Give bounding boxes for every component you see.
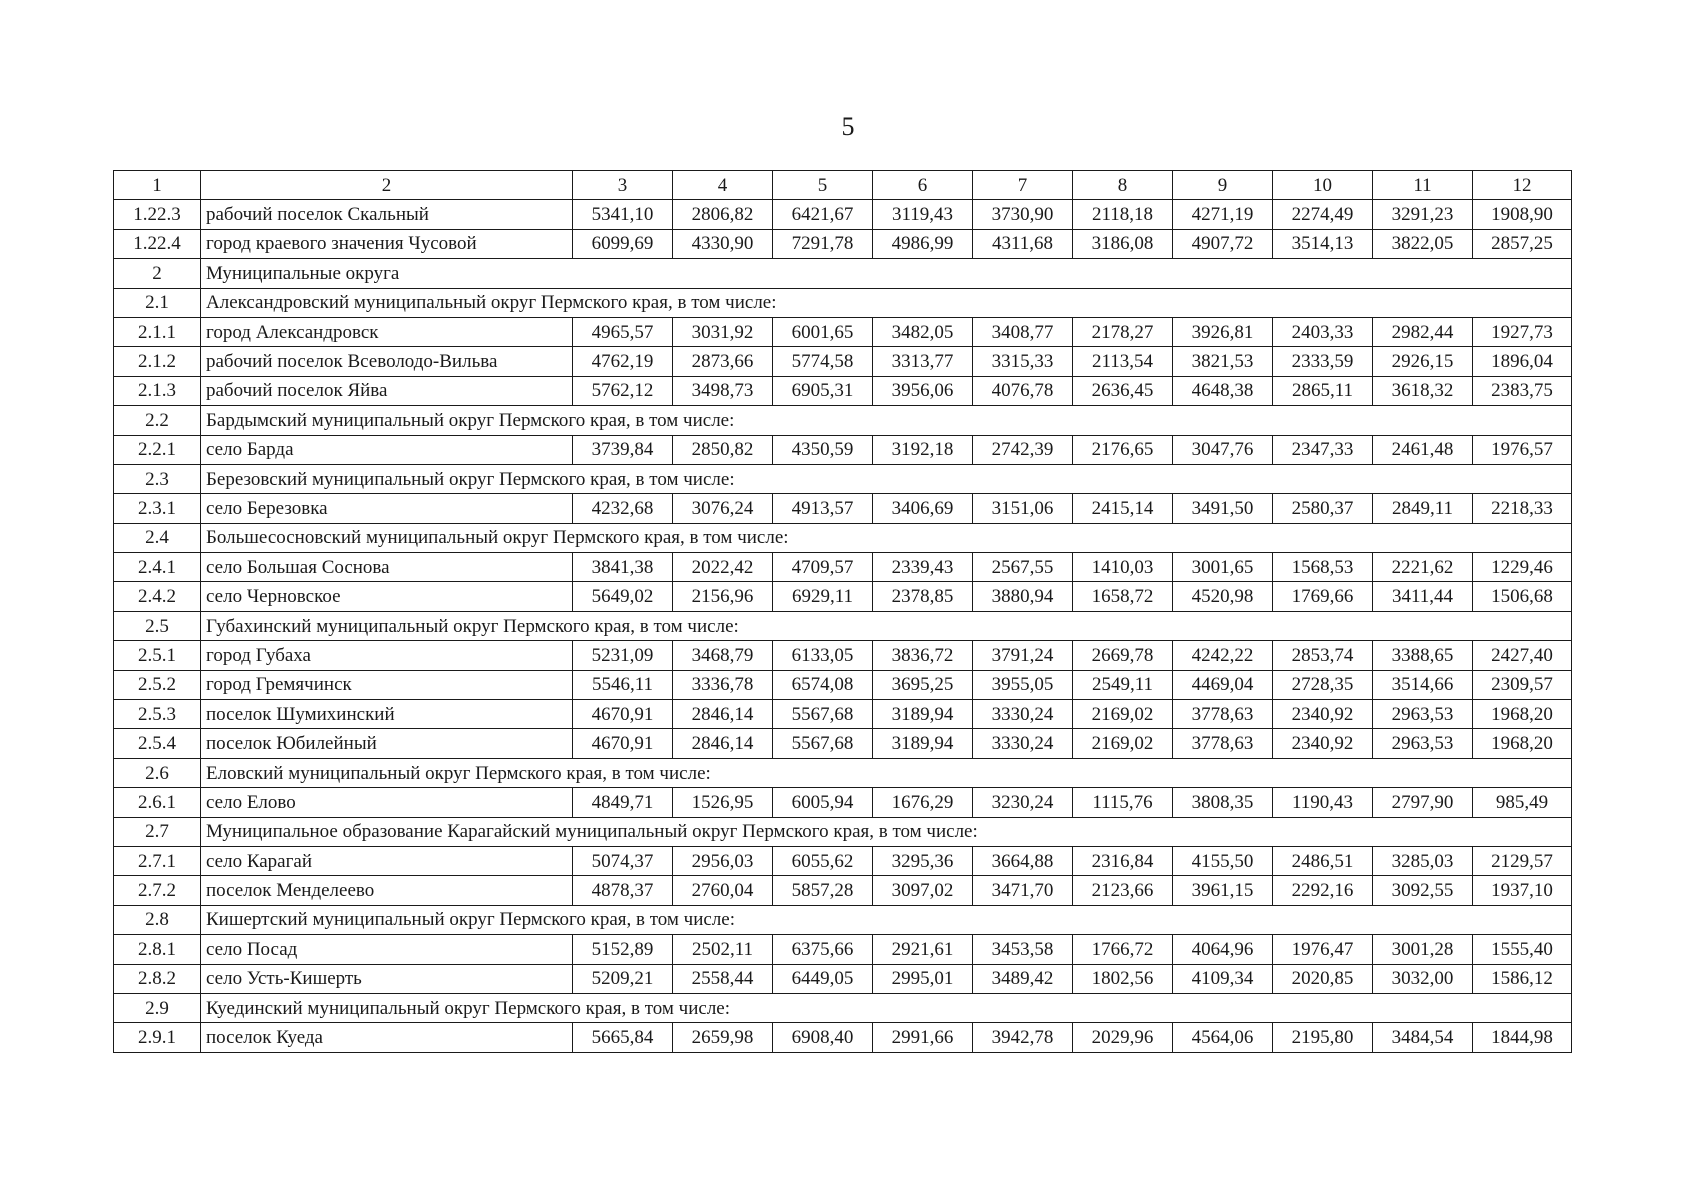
value-cell: 3291,23 bbox=[1373, 200, 1473, 229]
value-cell: 3791,24 bbox=[973, 641, 1073, 670]
value-cell: 4670,91 bbox=[573, 729, 673, 758]
row-code: 2.7 bbox=[114, 817, 201, 846]
value-cell: 2383,75 bbox=[1473, 376, 1572, 405]
settlement-name: город Гремячинск bbox=[201, 670, 573, 699]
table-row bbox=[114, 229, 1572, 258]
settlement-name: рабочий поселок Скальный bbox=[201, 200, 573, 229]
value-cell: 2029,96 bbox=[1073, 1023, 1173, 1052]
value-cell: 2797,90 bbox=[1373, 788, 1473, 817]
value-cell: 2129,57 bbox=[1473, 846, 1572, 875]
value-cell: 3489,42 bbox=[973, 964, 1073, 993]
value-cell: 2502,11 bbox=[673, 935, 773, 964]
group-title: Губахинский муниципальный округ Пермского края, в том числе: bbox=[201, 611, 1572, 640]
value-cell: 2742,39 bbox=[973, 435, 1073, 464]
group-row bbox=[114, 406, 1572, 435]
column-number-cell: 10 bbox=[1273, 171, 1373, 200]
group-title: Березовский муниципальный округ Пермского края, в том числе: bbox=[201, 464, 1572, 493]
value-cell: 2926,15 bbox=[1373, 347, 1473, 376]
value-cell: 1586,12 bbox=[1473, 964, 1572, 993]
group-row bbox=[114, 464, 1572, 493]
group-title: Александровский муниципальный округ Пермского края, в том числе: bbox=[201, 288, 1572, 317]
group-row bbox=[114, 611, 1572, 640]
value-cell: 2022,42 bbox=[673, 553, 773, 582]
row-code: 2.7.1 bbox=[114, 846, 201, 875]
row-code: 1.22.3 bbox=[114, 200, 201, 229]
value-cell: 4155,50 bbox=[1173, 846, 1273, 875]
column-number-row bbox=[114, 171, 1572, 200]
value-cell: 3808,35 bbox=[1173, 788, 1273, 817]
value-cell: 3695,25 bbox=[873, 670, 973, 699]
value-cell: 2728,35 bbox=[1273, 670, 1373, 699]
row-code: 2.6 bbox=[114, 758, 201, 787]
row-code: 2.1 bbox=[114, 288, 201, 317]
value-cell: 4350,59 bbox=[773, 435, 873, 464]
value-cell: 2340,92 bbox=[1273, 700, 1373, 729]
value-cell: 1658,72 bbox=[1073, 582, 1173, 611]
value-cell: 3408,77 bbox=[973, 317, 1073, 346]
value-cell: 5546,11 bbox=[573, 670, 673, 699]
group-title: Куединский муниципальный округ Пермского края, в том числе: bbox=[201, 993, 1572, 1022]
value-cell: 2846,14 bbox=[673, 700, 773, 729]
row-code: 2.1.2 bbox=[114, 347, 201, 376]
table-row bbox=[114, 317, 1572, 346]
value-cell: 2991,66 bbox=[873, 1023, 973, 1052]
tariff-table bbox=[113, 170, 1572, 1053]
group-title: Кишертский муниципальный округ Пермского края, в том числе: bbox=[201, 905, 1572, 934]
value-cell: 5152,89 bbox=[573, 935, 673, 964]
row-code: 2.5.2 bbox=[114, 670, 201, 699]
value-cell: 1526,95 bbox=[673, 788, 773, 817]
row-code: 2.8.2 bbox=[114, 964, 201, 993]
column-number-cell: 9 bbox=[1173, 171, 1273, 200]
value-cell: 2340,92 bbox=[1273, 729, 1373, 758]
value-cell: 3097,02 bbox=[873, 876, 973, 905]
value-cell: 1802,56 bbox=[1073, 964, 1173, 993]
table-row bbox=[114, 553, 1572, 582]
value-cell: 6908,40 bbox=[773, 1023, 873, 1052]
value-cell: 2659,98 bbox=[673, 1023, 773, 1052]
value-cell: 2020,85 bbox=[1273, 964, 1373, 993]
value-cell: 3664,88 bbox=[973, 846, 1073, 875]
value-cell: 5649,02 bbox=[573, 582, 673, 611]
value-cell: 3076,24 bbox=[673, 494, 773, 523]
value-cell: 2982,44 bbox=[1373, 317, 1473, 346]
value-cell: 4907,72 bbox=[1173, 229, 1273, 258]
group-title: Муниципальные округа bbox=[201, 259, 1572, 288]
value-cell: 6005,94 bbox=[773, 788, 873, 817]
value-cell: 1568,53 bbox=[1273, 553, 1373, 582]
value-cell: 4311,68 bbox=[973, 229, 1073, 258]
value-cell: 3514,66 bbox=[1373, 670, 1473, 699]
value-cell: 2169,02 bbox=[1073, 700, 1173, 729]
group-row bbox=[114, 288, 1572, 317]
value-cell: 3388,65 bbox=[1373, 641, 1473, 670]
value-cell: 6449,05 bbox=[773, 964, 873, 993]
group-row bbox=[114, 905, 1572, 934]
value-cell: 3484,54 bbox=[1373, 1023, 1473, 1052]
value-cell: 2853,74 bbox=[1273, 641, 1373, 670]
value-cell: 4232,68 bbox=[573, 494, 673, 523]
settlement-name: рабочий поселок Яйва bbox=[201, 376, 573, 405]
value-cell: 2669,78 bbox=[1073, 641, 1173, 670]
table-row bbox=[114, 788, 1572, 817]
row-code: 2.1.3 bbox=[114, 376, 201, 405]
value-cell: 6055,62 bbox=[773, 846, 873, 875]
value-cell: 3514,13 bbox=[1273, 229, 1373, 258]
value-cell: 2865,11 bbox=[1273, 376, 1373, 405]
row-code: 2.3.1 bbox=[114, 494, 201, 523]
row-code: 2.5.3 bbox=[114, 700, 201, 729]
column-number-cell: 3 bbox=[573, 171, 673, 200]
value-cell: 2995,01 bbox=[873, 964, 973, 993]
value-cell: 1968,20 bbox=[1473, 729, 1572, 758]
value-cell: 5567,68 bbox=[773, 729, 873, 758]
group-row bbox=[114, 758, 1572, 787]
table-row bbox=[114, 582, 1572, 611]
value-cell: 4469,04 bbox=[1173, 670, 1273, 699]
value-cell: 3880,94 bbox=[973, 582, 1073, 611]
value-cell: 1229,46 bbox=[1473, 553, 1572, 582]
table-row bbox=[114, 435, 1572, 464]
value-cell: 3942,78 bbox=[973, 1023, 1073, 1052]
value-cell: 2195,80 bbox=[1273, 1023, 1373, 1052]
value-cell: 3186,08 bbox=[1073, 229, 1173, 258]
value-cell: 3841,38 bbox=[573, 553, 673, 582]
column-number-cell: 6 bbox=[873, 171, 973, 200]
value-cell: 5231,09 bbox=[573, 641, 673, 670]
table-row bbox=[114, 200, 1572, 229]
value-cell: 3482,05 bbox=[873, 317, 973, 346]
value-cell: 4670,91 bbox=[573, 700, 673, 729]
value-cell: 5209,21 bbox=[573, 964, 673, 993]
value-cell: 3092,55 bbox=[1373, 876, 1473, 905]
settlement-name: поселок Менделеево bbox=[201, 876, 573, 905]
row-code: 2.6.1 bbox=[114, 788, 201, 817]
row-code: 2.9.1 bbox=[114, 1023, 201, 1052]
value-cell: 2567,55 bbox=[973, 553, 1073, 582]
value-cell: 1676,29 bbox=[873, 788, 973, 817]
settlement-name: поселок Шумихинский bbox=[201, 700, 573, 729]
value-cell: 1766,72 bbox=[1073, 935, 1173, 964]
value-cell: 2806,82 bbox=[673, 200, 773, 229]
value-cell: 1968,20 bbox=[1473, 700, 1572, 729]
value-cell: 4965,57 bbox=[573, 317, 673, 346]
column-number-cell: 7 bbox=[973, 171, 1073, 200]
row-code: 2.4 bbox=[114, 523, 201, 552]
value-cell: 5665,84 bbox=[573, 1023, 673, 1052]
table-row bbox=[114, 846, 1572, 875]
value-cell: 6421,67 bbox=[773, 200, 873, 229]
value-cell: 2292,16 bbox=[1273, 876, 1373, 905]
value-cell: 3001,65 bbox=[1173, 553, 1273, 582]
settlement-name: город краевого значения Чусовой bbox=[201, 229, 573, 258]
value-cell: 3468,79 bbox=[673, 641, 773, 670]
row-code: 2.8 bbox=[114, 905, 201, 934]
value-cell: 2415,14 bbox=[1073, 494, 1173, 523]
row-code: 2.7.2 bbox=[114, 876, 201, 905]
value-cell: 2123,66 bbox=[1073, 876, 1173, 905]
value-cell: 4520,98 bbox=[1173, 582, 1273, 611]
value-cell: 5341,10 bbox=[573, 200, 673, 229]
value-cell: 3491,50 bbox=[1173, 494, 1273, 523]
value-cell: 1908,90 bbox=[1473, 200, 1572, 229]
row-code: 2.5.4 bbox=[114, 729, 201, 758]
table-row bbox=[114, 700, 1572, 729]
value-cell: 3330,24 bbox=[973, 700, 1073, 729]
value-cell: 2486,51 bbox=[1273, 846, 1373, 875]
value-cell: 985,49 bbox=[1473, 788, 1572, 817]
value-cell: 3498,73 bbox=[673, 376, 773, 405]
value-cell: 2218,33 bbox=[1473, 494, 1572, 523]
value-cell: 4878,37 bbox=[573, 876, 673, 905]
settlement-name: село Посад bbox=[201, 935, 573, 964]
table-row bbox=[114, 935, 1572, 964]
column-number-cell: 8 bbox=[1073, 171, 1173, 200]
table-row bbox=[114, 670, 1572, 699]
value-cell: 1190,43 bbox=[1273, 788, 1373, 817]
row-code: 2.2 bbox=[114, 406, 201, 435]
value-cell: 3618,32 bbox=[1373, 376, 1473, 405]
value-cell: 6905,31 bbox=[773, 376, 873, 405]
value-cell: 3047,76 bbox=[1173, 435, 1273, 464]
value-cell: 3955,05 bbox=[973, 670, 1073, 699]
table-row bbox=[114, 494, 1572, 523]
value-cell: 2963,53 bbox=[1373, 700, 1473, 729]
value-cell: 5774,58 bbox=[773, 347, 873, 376]
value-cell: 2461,48 bbox=[1373, 435, 1473, 464]
row-code: 2.2.1 bbox=[114, 435, 201, 464]
value-cell: 2176,65 bbox=[1073, 435, 1173, 464]
value-cell: 1976,47 bbox=[1273, 935, 1373, 964]
value-cell: 5567,68 bbox=[773, 700, 873, 729]
table-row bbox=[114, 964, 1572, 993]
settlement-name: город Губаха bbox=[201, 641, 573, 670]
group-row bbox=[114, 817, 1572, 846]
value-cell: 2378,85 bbox=[873, 582, 973, 611]
value-cell: 3315,33 bbox=[973, 347, 1073, 376]
value-cell: 3330,24 bbox=[973, 729, 1073, 758]
value-cell: 5762,12 bbox=[573, 376, 673, 405]
value-cell: 1927,73 bbox=[1473, 317, 1572, 346]
value-cell: 1937,10 bbox=[1473, 876, 1572, 905]
value-cell: 3032,00 bbox=[1373, 964, 1473, 993]
value-cell: 2274,49 bbox=[1273, 200, 1373, 229]
table-row bbox=[114, 641, 1572, 670]
settlement-name: село Елово bbox=[201, 788, 573, 817]
value-cell: 2558,44 bbox=[673, 964, 773, 993]
value-cell: 2339,43 bbox=[873, 553, 973, 582]
value-cell: 4648,38 bbox=[1173, 376, 1273, 405]
value-cell: 4986,99 bbox=[873, 229, 973, 258]
value-cell: 3821,53 bbox=[1173, 347, 1273, 376]
value-cell: 4913,57 bbox=[773, 494, 873, 523]
value-cell: 2118,18 bbox=[1073, 200, 1173, 229]
value-cell: 4849,71 bbox=[573, 788, 673, 817]
value-cell: 2347,33 bbox=[1273, 435, 1373, 464]
value-cell: 3313,77 bbox=[873, 347, 973, 376]
settlement-name: село Карагай bbox=[201, 846, 573, 875]
column-number-cell: 2 bbox=[201, 171, 573, 200]
row-code: 2.9 bbox=[114, 993, 201, 1022]
row-code: 2.8.1 bbox=[114, 935, 201, 964]
table-row bbox=[114, 376, 1572, 405]
row-code: 1.22.4 bbox=[114, 229, 201, 258]
group-row bbox=[114, 993, 1572, 1022]
value-cell: 6574,08 bbox=[773, 670, 873, 699]
table-row bbox=[114, 1023, 1572, 1052]
column-number-cell: 12 bbox=[1473, 171, 1572, 200]
page-number: 5 bbox=[841, 112, 855, 141]
value-cell: 3192,18 bbox=[873, 435, 973, 464]
value-cell: 2156,96 bbox=[673, 582, 773, 611]
column-number-cell: 4 bbox=[673, 171, 773, 200]
value-cell: 3001,28 bbox=[1373, 935, 1473, 964]
settlement-name: село Черновское bbox=[201, 582, 573, 611]
group-row bbox=[114, 259, 1572, 288]
value-cell: 2221,62 bbox=[1373, 553, 1473, 582]
value-cell: 2113,54 bbox=[1073, 347, 1173, 376]
value-cell: 6001,65 bbox=[773, 317, 873, 346]
value-cell: 1410,03 bbox=[1073, 553, 1173, 582]
value-cell: 6099,69 bbox=[573, 229, 673, 258]
value-cell: 2309,57 bbox=[1473, 670, 1572, 699]
value-cell: 2549,11 bbox=[1073, 670, 1173, 699]
row-code: 2.3 bbox=[114, 464, 201, 493]
table-row bbox=[114, 729, 1572, 758]
value-cell: 2636,45 bbox=[1073, 376, 1173, 405]
value-cell: 1506,68 bbox=[1473, 582, 1572, 611]
value-cell: 3778,63 bbox=[1173, 729, 1273, 758]
settlement-name: поселок Куеда bbox=[201, 1023, 573, 1052]
value-cell: 3189,94 bbox=[873, 700, 973, 729]
group-title: Еловский муниципальный округ Пермского края, в том числе: bbox=[201, 758, 1572, 787]
value-cell: 3471,70 bbox=[973, 876, 1073, 905]
value-cell: 2316,84 bbox=[1073, 846, 1173, 875]
value-cell: 2963,53 bbox=[1373, 729, 1473, 758]
value-cell: 3730,90 bbox=[973, 200, 1073, 229]
settlement-name: село Барда bbox=[201, 435, 573, 464]
value-cell: 2846,14 bbox=[673, 729, 773, 758]
value-cell: 3031,92 bbox=[673, 317, 773, 346]
value-cell: 3151,06 bbox=[973, 494, 1073, 523]
value-cell: 3822,05 bbox=[1373, 229, 1473, 258]
value-cell: 2857,25 bbox=[1473, 229, 1572, 258]
value-cell: 2580,37 bbox=[1273, 494, 1373, 523]
value-cell: 6133,05 bbox=[773, 641, 873, 670]
value-cell: 4709,57 bbox=[773, 553, 873, 582]
row-code: 2.4.2 bbox=[114, 582, 201, 611]
value-cell: 2956,03 bbox=[673, 846, 773, 875]
value-cell: 3189,94 bbox=[873, 729, 973, 758]
value-cell: 3230,24 bbox=[973, 788, 1073, 817]
value-cell: 2169,02 bbox=[1073, 729, 1173, 758]
value-cell: 3961,15 bbox=[1173, 876, 1273, 905]
value-cell: 4330,90 bbox=[673, 229, 773, 258]
value-cell: 6375,66 bbox=[773, 935, 873, 964]
settlement-name: село Большая Соснова bbox=[201, 553, 573, 582]
value-cell: 1115,76 bbox=[1073, 788, 1173, 817]
group-title: Большесосновский муниципальный округ Пермского края, в том числе: bbox=[201, 523, 1572, 552]
column-number-cell: 5 bbox=[773, 171, 873, 200]
group-row bbox=[114, 523, 1572, 552]
value-cell: 4564,06 bbox=[1173, 1023, 1273, 1052]
value-cell: 4242,22 bbox=[1173, 641, 1273, 670]
value-cell: 3836,72 bbox=[873, 641, 973, 670]
value-cell: 4076,78 bbox=[973, 376, 1073, 405]
value-cell: 2873,66 bbox=[673, 347, 773, 376]
settlement-name: город Александровск bbox=[201, 317, 573, 346]
value-cell: 3119,43 bbox=[873, 200, 973, 229]
value-cell: 2178,27 bbox=[1073, 317, 1173, 346]
value-cell: 2403,33 bbox=[1273, 317, 1373, 346]
value-cell: 3336,78 bbox=[673, 670, 773, 699]
value-cell: 3285,03 bbox=[1373, 846, 1473, 875]
value-cell: 1976,57 bbox=[1473, 435, 1572, 464]
table-row bbox=[114, 876, 1572, 905]
value-cell: 2333,59 bbox=[1273, 347, 1373, 376]
table-body bbox=[114, 171, 1572, 1053]
column-number-cell: 11 bbox=[1373, 171, 1473, 200]
row-code: 2 bbox=[114, 259, 201, 288]
row-code: 2.5.1 bbox=[114, 641, 201, 670]
value-cell: 2921,61 bbox=[873, 935, 973, 964]
group-title: Муниципальное образование Карагайский муниципальный округ Пермского края, в том числе: bbox=[201, 817, 1572, 846]
value-cell: 1769,66 bbox=[1273, 582, 1373, 611]
settlement-name: рабочий поселок Всеволодо-Вильва bbox=[201, 347, 573, 376]
value-cell: 3778,63 bbox=[1173, 700, 1273, 729]
row-code: 2.1.1 bbox=[114, 317, 201, 346]
value-cell: 4109,34 bbox=[1173, 964, 1273, 993]
value-cell: 1896,04 bbox=[1473, 347, 1572, 376]
value-cell: 4064,96 bbox=[1173, 935, 1273, 964]
value-cell: 4762,19 bbox=[573, 347, 673, 376]
value-cell: 3411,44 bbox=[1373, 582, 1473, 611]
settlement-name: поселок Юбилейный bbox=[201, 729, 573, 758]
value-cell: 2427,40 bbox=[1473, 641, 1572, 670]
table-row bbox=[114, 347, 1572, 376]
value-cell: 3956,06 bbox=[873, 376, 973, 405]
row-code: 2.5 bbox=[114, 611, 201, 640]
value-cell: 3453,58 bbox=[973, 935, 1073, 964]
value-cell: 7291,78 bbox=[773, 229, 873, 258]
value-cell: 1555,40 bbox=[1473, 935, 1572, 964]
settlement-name: село Березовка bbox=[201, 494, 573, 523]
value-cell: 3926,81 bbox=[1173, 317, 1273, 346]
value-cell: 2760,04 bbox=[673, 876, 773, 905]
value-cell: 3295,36 bbox=[873, 846, 973, 875]
value-cell: 2850,82 bbox=[673, 435, 773, 464]
value-cell: 5857,28 bbox=[773, 876, 873, 905]
group-title: Бардымский муниципальный округ Пермского края, в том числе: bbox=[201, 406, 1572, 435]
value-cell: 4271,19 bbox=[1173, 200, 1273, 229]
settlement-name: село Усть-Кишерть bbox=[201, 964, 573, 993]
value-cell: 3739,84 bbox=[573, 435, 673, 464]
value-cell: 5074,37 bbox=[573, 846, 673, 875]
value-cell: 1844,98 bbox=[1473, 1023, 1572, 1052]
value-cell: 6929,11 bbox=[773, 582, 873, 611]
row-code: 2.4.1 bbox=[114, 553, 201, 582]
column-number-cell: 1 bbox=[114, 171, 201, 200]
value-cell: 3406,69 bbox=[873, 494, 973, 523]
value-cell: 2849,11 bbox=[1373, 494, 1473, 523]
